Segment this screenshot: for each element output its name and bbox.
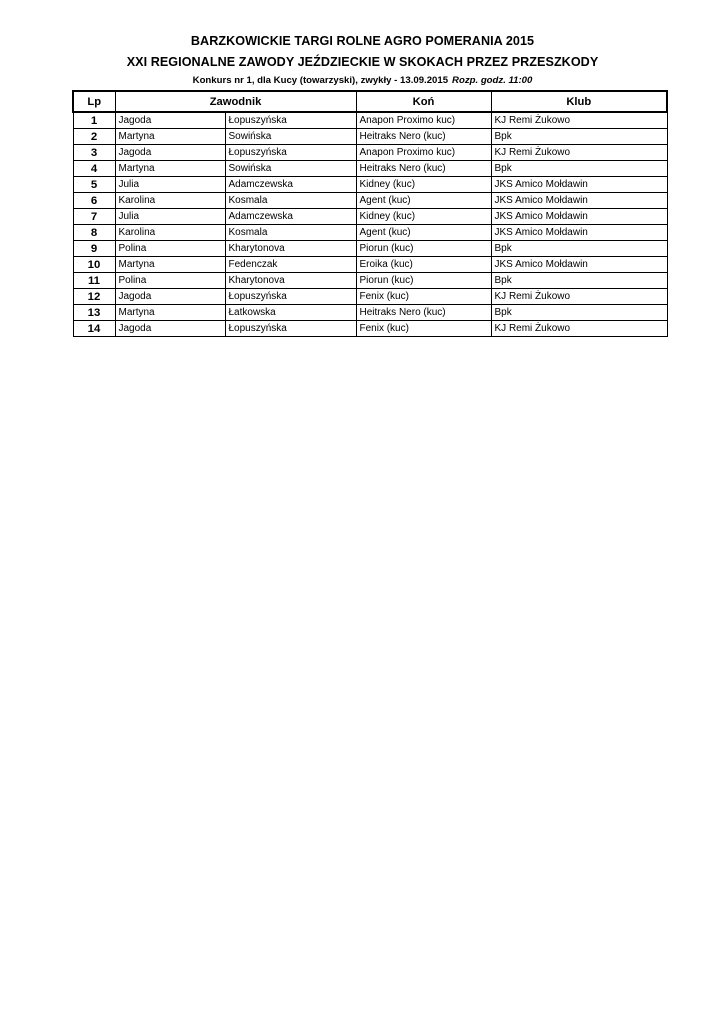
rider-last-name: Łopuszyńska — [225, 112, 356, 129]
rider-first-name: Martyna — [115, 161, 225, 177]
horse-name: Heitraks Nero (kuc) — [356, 129, 491, 145]
horse-name: Heitraks Nero (kuc) — [356, 305, 491, 321]
row-number: 7 — [73, 209, 115, 225]
rider-last-name: Adamczewska — [225, 209, 356, 225]
table-body — [73, 112, 667, 337]
rider-last-name: Kharytonova — [225, 241, 356, 257]
row-number: 6 — [73, 193, 115, 209]
horse-name: Anapon Proximo kuc) — [356, 112, 491, 129]
header-rider: Zawodnik — [115, 91, 356, 112]
rider-last-name: Łopuszyńska — [225, 289, 356, 305]
start-time: Rozp. godz. 11:00 — [452, 75, 533, 86]
table-row — [73, 112, 667, 129]
rider-first-name: Jagoda — [115, 289, 225, 305]
rider-first-name: Martyna — [115, 305, 225, 321]
table-row — [73, 305, 667, 321]
rider-first-name: Martyna — [115, 129, 225, 145]
row-number: 4 — [73, 161, 115, 177]
rider-last-name: Fedenczak — [225, 257, 356, 273]
table-row — [73, 161, 667, 177]
horse-name: Fenix (kuc) — [356, 321, 491, 337]
row-number: 10 — [73, 257, 115, 273]
row-number: 13 — [73, 305, 115, 321]
club-name: Bpk — [491, 161, 667, 177]
start-list-table — [72, 90, 668, 337]
rider-first-name: Polina — [115, 241, 225, 257]
rider-last-name: Kharytonova — [225, 273, 356, 289]
club-name: KJ Remi Żukowo — [491, 321, 667, 337]
rider-first-name: Jagoda — [115, 321, 225, 337]
rider-last-name: Kosmala — [225, 225, 356, 241]
rider-first-name: Julia — [115, 209, 225, 225]
header-lp: Lp — [73, 91, 115, 112]
competition-subtitle — [0, 75, 725, 86]
table-row — [73, 145, 667, 161]
horse-name: Kidney (kuc) — [356, 177, 491, 193]
table-row — [73, 209, 667, 225]
table-row — [73, 225, 667, 241]
document-event-title: XXI REGIONALNE ZAWODY JEŹDZIECKIE W SKOKACH PRZEZ PRZESZKODY — [126, 55, 599, 69]
row-number: 14 — [73, 321, 115, 337]
club-name: Bpk — [491, 305, 667, 321]
table-row — [73, 273, 667, 289]
horse-name: Piorun (kuc) — [356, 273, 491, 289]
rider-first-name: Julia — [115, 177, 225, 193]
table-row — [73, 177, 667, 193]
club-name: Bpk — [491, 273, 667, 289]
horse-name: Agent (kuc) — [356, 193, 491, 209]
row-number: 8 — [73, 225, 115, 241]
club-name: KJ Remi Żukowo — [491, 289, 667, 305]
rider-first-name: Jagoda — [115, 145, 225, 161]
row-number: 9 — [73, 241, 115, 257]
header-horse: Koń — [356, 91, 491, 112]
row-number: 2 — [73, 129, 115, 145]
rider-last-name: Łopuszyńska — [225, 145, 356, 161]
rider-last-name: Kosmala — [225, 193, 356, 209]
table-row — [73, 257, 667, 273]
club-name: JKS Amico Mołdawin — [491, 209, 667, 225]
club-name: Bpk — [491, 241, 667, 257]
competition-description: Konkurs nr 1, dla Kucy (towarzyski), zwykły - 13.09.2015 — [192, 75, 449, 86]
horse-name: Heitraks Nero (kuc) — [356, 161, 491, 177]
horse-name: Piorun (kuc) — [356, 241, 491, 257]
horse-name: Agent (kuc) — [356, 225, 491, 241]
club-name: KJ Remi Żukowo — [491, 112, 667, 129]
row-number: 12 — [73, 289, 115, 305]
horse-name: Eroika (kuc) — [356, 257, 491, 273]
document-title: BARZKOWICKIE TARGI ROLNE AGRO POMERANIA 2015 — [190, 34, 535, 48]
club-name: KJ Remi Żukowo — [491, 145, 667, 161]
row-number: 11 — [73, 273, 115, 289]
rider-first-name: Karolina — [115, 193, 225, 209]
club-name: JKS Amico Mołdawin — [491, 193, 667, 209]
horse-name: Kidney (kuc) — [356, 209, 491, 225]
rider-first-name: Polina — [115, 273, 225, 289]
club-name: Bpk — [491, 129, 667, 145]
horse-name: Anapon Proximo kuc) — [356, 145, 491, 161]
table-row — [73, 289, 667, 305]
table-row — [73, 193, 667, 209]
row-number: 1 — [73, 112, 115, 129]
row-number: 3 — [73, 145, 115, 161]
table-row — [73, 321, 667, 337]
rider-first-name: Martyna — [115, 257, 225, 273]
rider-last-name: Sowińska — [225, 129, 356, 145]
club-name: JKS Amico Mołdawin — [491, 225, 667, 241]
table-header-row — [73, 91, 667, 112]
rider-last-name: Sowińska — [225, 161, 356, 177]
row-number: 5 — [73, 177, 115, 193]
header-club: Klub — [491, 91, 667, 112]
horse-name: Fenix (kuc) — [356, 289, 491, 305]
rider-first-name: Jagoda — [115, 112, 225, 129]
rider-first-name: Karolina — [115, 225, 225, 241]
table-row — [73, 129, 667, 145]
rider-last-name: Adamczewska — [225, 177, 356, 193]
club-name: JKS Amico Mołdawin — [491, 257, 667, 273]
rider-last-name: Łopuszyńska — [225, 321, 356, 337]
table-row — [73, 241, 667, 257]
rider-last-name: Łatkowska — [225, 305, 356, 321]
club-name: JKS Amico Mołdawin — [491, 177, 667, 193]
